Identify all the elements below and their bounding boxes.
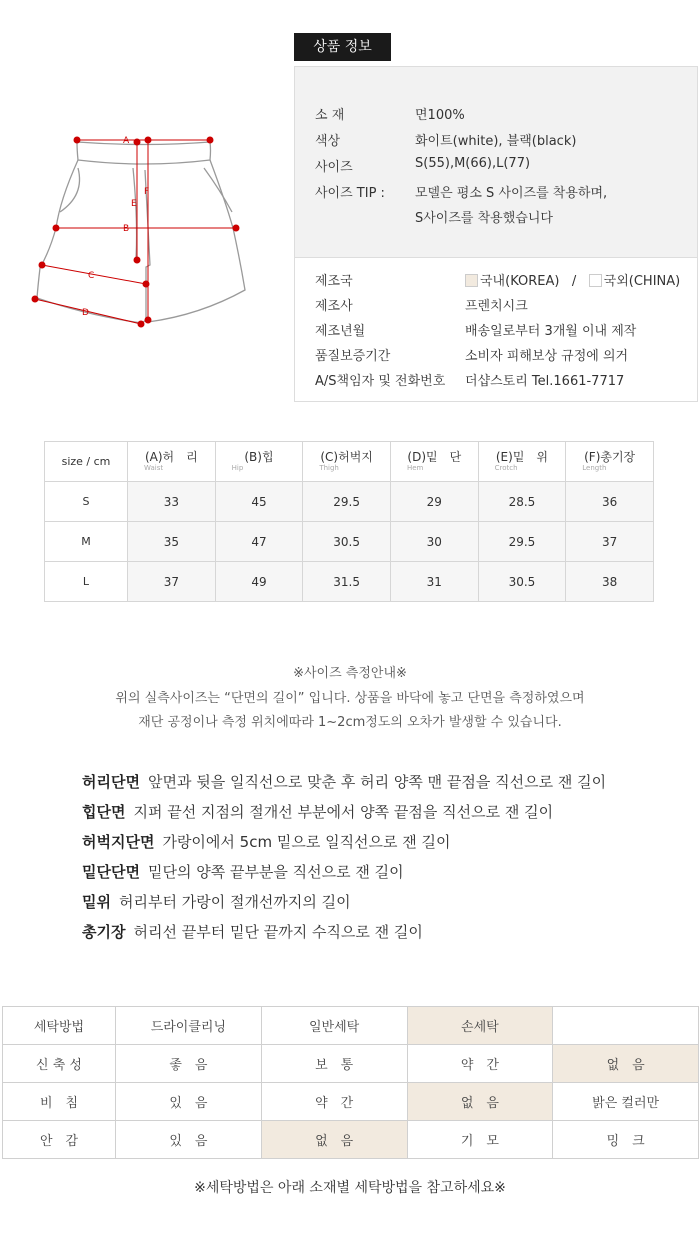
table-row: 안 감 있 음 없 음 기 모 밍 크 — [3, 1121, 699, 1159]
header-crotch: (E)밑 위 Crotch — [478, 442, 566, 482]
notice-line-2: 재단 공정이나 측정 위치에따라 1~2cm정도의 오차가 발생할 수 있습니다. — [138, 715, 562, 730]
label-c: C — [88, 271, 95, 281]
header-thigh: (C)허벅지 Thigh — [303, 442, 391, 482]
shorts-body-outline — [37, 160, 150, 323]
table-row: 비 침 있 음 약 간 없 음 밝은 컬러만 — [3, 1083, 699, 1121]
table-row: 세탁방법 드라이클리닝 일반세탁 손세탁 — [3, 1007, 699, 1045]
desc-crotch: 밑위 허리부터 가랑이 절개선까지의 길이 — [82, 893, 351, 911]
product-info-bottom-panel: 제조국 국내(KOREA) / 국외(CHINA) 제조사 프렌치시크 제조년월 배송일로부터 3개월 이내 제작 품질보증기간 소비자 피해보상 규정에 의거 A/S책임자 및 전화번호 더샵스토리 Tel.1661-7717 — [294, 258, 698, 402]
size-table-header — [45, 442, 654, 482]
table-row: L 37 49 31.5 31 30.5 38 — [45, 562, 654, 602]
header-hem: (D)밑 단 Hem — [390, 442, 478, 482]
fly-line — [133, 168, 137, 258]
label-e: E — [131, 199, 137, 209]
notice-title: ※사이즈 측정안내※ — [293, 666, 407, 681]
checkbox-china — [589, 274, 602, 287]
desc-thigh: 허벅지단면 가랑이에서 5cm 밑으로 일직선으로 잰 길이 — [82, 833, 451, 851]
pocket-left — [60, 168, 80, 212]
shorts-measurement-diagram — [20, 120, 250, 340]
label-b: B — [123, 224, 130, 234]
desc-length: 총기장 허리선 끝부터 밑단 끝까지 수직으로 잰 길이 — [82, 923, 423, 941]
checkbox-korea — [465, 274, 478, 287]
footnote: ※세탁방법은 아래 소재별 세탁방법을 참고하세요※ — [194, 1180, 506, 1196]
label-a: A — [123, 136, 130, 146]
size-table — [44, 441, 654, 602]
header-length: (F)총기장 Length — [566, 442, 654, 482]
table-row: S 33 45 29.5 29 28.5 36 — [45, 482, 654, 522]
product-info-top-panel: 소 재 면100% 색상 화이트(white), 블랙(black) 사이즈 S(55),M(66),L(77) 사이즈 TIP : 모델은 평소 S 사이즈를 착용하며, S사이즈를 착용했습니다 — [294, 66, 698, 258]
label-f: F — [144, 187, 150, 197]
product-info-title: 상품 정보 — [294, 33, 391, 61]
desc-hem: 밑단단면 밑단의 양쪽 끝부분을 직선으로 잰 길이 — [82, 863, 404, 881]
desc-hip: 힙단면 지퍼 끝선 지점의 절개선 부분에서 양쪽 끝점을 직선으로 잰 길이 — [82, 803, 554, 821]
table-row: M 35 47 30.5 30 29.5 37 — [45, 522, 654, 562]
label-d: D — [82, 308, 89, 318]
header-waist: (A)허 리 Waist — [128, 442, 216, 482]
waistband-outline — [77, 142, 211, 164]
table-row: 신 축 성 좋 음 보 통 약 간 없 음 — [3, 1045, 699, 1083]
pocket-right — [204, 168, 232, 212]
size-table-corner: size / cm — [45, 442, 128, 482]
header-hip: (B)힙 Hip — [215, 442, 303, 482]
fabric-care-table — [2, 1006, 699, 1159]
shorts-body-outline-right — [146, 160, 245, 322]
desc-waist: 허리단면 앞면과 뒷을 일직선으로 맞춘 후 허리 양쪽 맨 끝점을 직선으로 잰 길이 — [82, 773, 607, 791]
notice-line-1: 위의 실측사이즈는 “단면의 길이” 입니다. 상품을 바닥에 놓고 단면을 측정하였으며 — [115, 691, 585, 706]
